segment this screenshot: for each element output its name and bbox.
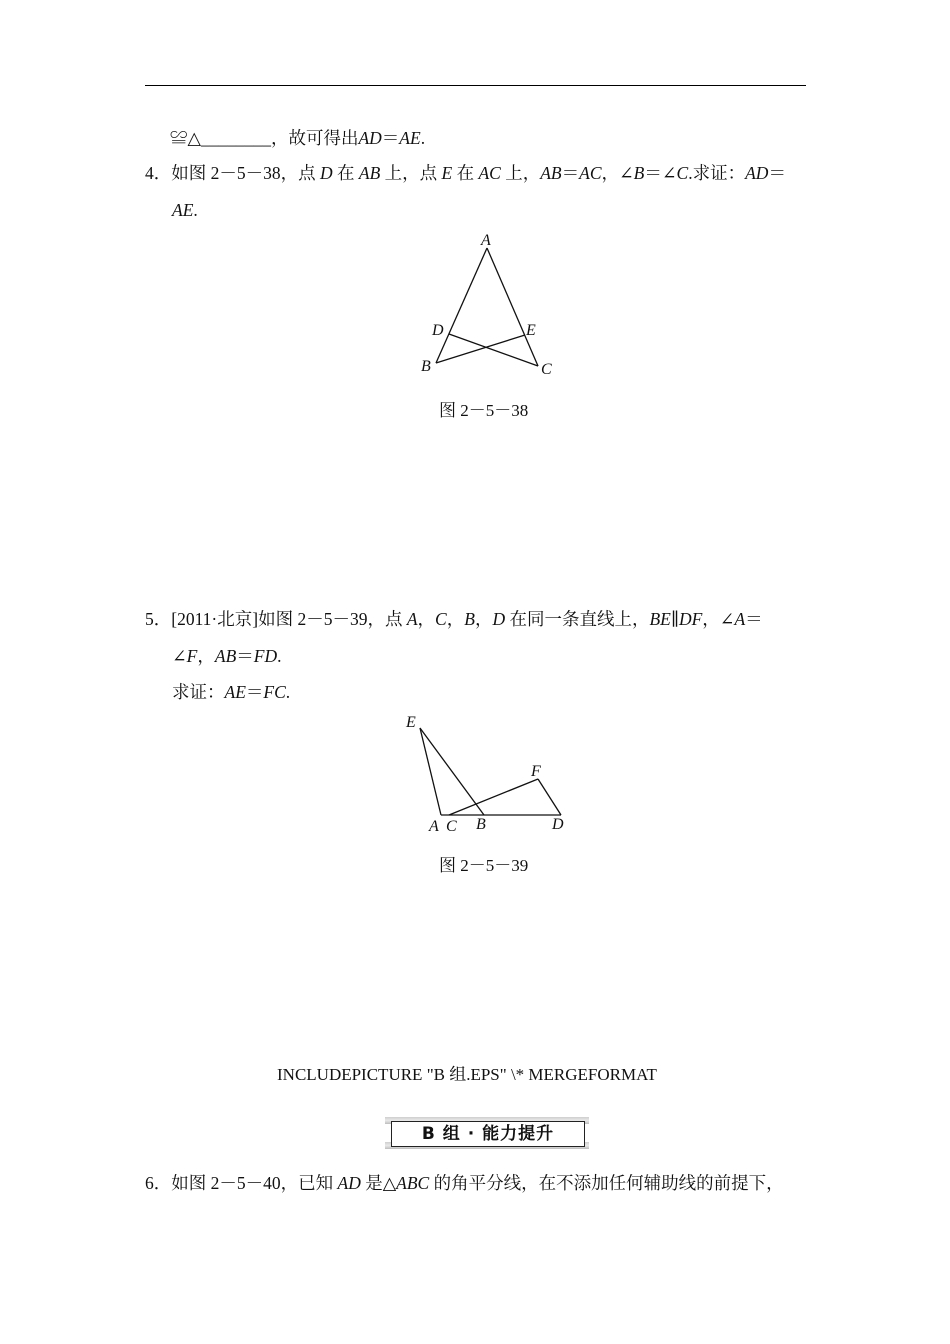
figure-caption-2-5-39: 图 2－5－39	[439, 856, 529, 875]
text-run: ＝	[236, 646, 254, 666]
text-run: ，	[197, 646, 215, 666]
label-b: B	[476, 816, 486, 833]
math-symbol: C	[676, 163, 689, 183]
math-symbol: AE	[224, 682, 246, 702]
text-run: ＝	[745, 609, 763, 629]
include-picture-field: INCLUDEPICTURE "B 组.EPS" \* MERGEFORMAT	[277, 1065, 657, 1084]
text-run: ∠	[172, 646, 187, 666]
text-run: 上，	[500, 163, 541, 183]
q4-line-1	[145, 162, 786, 184]
text-run: 6．如图 2－5－40，已知	[145, 1173, 338, 1193]
text-run: 在	[452, 163, 479, 183]
text-run: 的角平分线，在不添加任何辅助线的前提下，	[429, 1173, 784, 1193]
q5-line-2	[172, 645, 281, 667]
fragment-ae: AE	[399, 128, 421, 148]
text-run: ＝	[561, 163, 580, 183]
math-symbol: AC	[478, 163, 501, 183]
text-run: ＝	[768, 163, 786, 183]
text-run: ，	[417, 609, 436, 629]
math-symbol: D	[492, 609, 506, 629]
math-symbol: AD	[745, 163, 769, 183]
label-f: F	[531, 763, 541, 780]
math-symbol: AB	[540, 163, 562, 183]
label-e: E	[526, 322, 536, 339]
math-symbol: B	[633, 163, 645, 183]
segment-cf	[449, 779, 538, 815]
math-symbol: A	[406, 609, 418, 629]
answer-fragment-line	[170, 127, 425, 149]
banner-title: B 组 · 能力提升	[391, 1121, 585, 1147]
text-run: .	[277, 646, 282, 666]
label-d: D	[432, 322, 444, 339]
text-run: .	[193, 200, 198, 220]
text-run: 在同一条直线上，	[505, 609, 650, 629]
math-symbol: AC	[579, 163, 602, 183]
fragment-period: .	[420, 128, 426, 148]
text-run: .求证：	[688, 163, 746, 183]
text-run: .	[285, 682, 291, 702]
segment-ac	[487, 248, 538, 366]
math-symbol: FC	[263, 682, 286, 702]
text-run: 求证：	[172, 682, 225, 702]
label-b: B	[421, 358, 431, 375]
text-run: 是△	[360, 1173, 397, 1193]
math-symbol: FD	[253, 646, 278, 666]
text-run: ，	[446, 609, 465, 629]
segment-eb	[436, 335, 525, 363]
math-symbol: E	[441, 163, 453, 183]
text-run: ＝∠	[644, 163, 677, 183]
segment-ea	[420, 728, 441, 815]
section-banner	[385, 1117, 589, 1149]
q5-line-1	[145, 608, 763, 630]
math-symbol: D	[320, 163, 333, 183]
text-run: ，∠	[601, 163, 634, 183]
text-run: 上，点	[380, 163, 442, 183]
math-symbol: AB	[214, 646, 237, 666]
fragment-eq: ＝	[381, 128, 400, 148]
segment-dc	[449, 334, 538, 366]
q6-line-1	[145, 1172, 784, 1194]
figure-2-5-38	[415, 228, 565, 383]
q5-line-3	[172, 681, 290, 703]
math-symbol: AE	[172, 200, 194, 220]
math-symbol: ABC	[396, 1173, 430, 1193]
text-run: ＝	[245, 682, 264, 702]
text-run: 5．[2011·北京]如图 2－5－39，点	[145, 609, 407, 629]
math-symbol: C	[435, 609, 447, 629]
text-run: 4．如图 2－5－38，点	[145, 163, 320, 183]
label-a: A	[481, 232, 491, 249]
math-symbol: A	[734, 609, 746, 629]
segment-fd	[538, 779, 561, 815]
label-e: E	[406, 714, 416, 731]
fragment-text: ≌△________，故可得出	[170, 128, 359, 148]
math-symbol: F	[186, 646, 198, 666]
segment-ab	[436, 248, 487, 363]
math-symbol: AD	[337, 1173, 361, 1193]
math-symbol: BE	[649, 609, 671, 629]
math-symbol: DF	[678, 609, 703, 629]
math-symbol: AB	[358, 163, 381, 183]
math-symbol: B	[464, 609, 475, 629]
fragment-ad: AD	[358, 128, 382, 148]
text-run: ，∠	[702, 609, 735, 629]
label-c: C	[446, 818, 457, 835]
segment-eb	[420, 728, 484, 815]
text-run: ∥	[670, 609, 679, 629]
figure-2-5-39	[400, 710, 580, 845]
header-rule	[145, 85, 806, 86]
label-d: D	[552, 816, 564, 833]
figure-caption-2-5-38: 图 2－5－38	[439, 401, 529, 420]
label-a: A	[429, 818, 439, 835]
text-run: 在	[332, 163, 359, 183]
q4-line-2	[172, 199, 198, 221]
text-run: ，	[474, 609, 493, 629]
label-c: C	[541, 361, 552, 378]
